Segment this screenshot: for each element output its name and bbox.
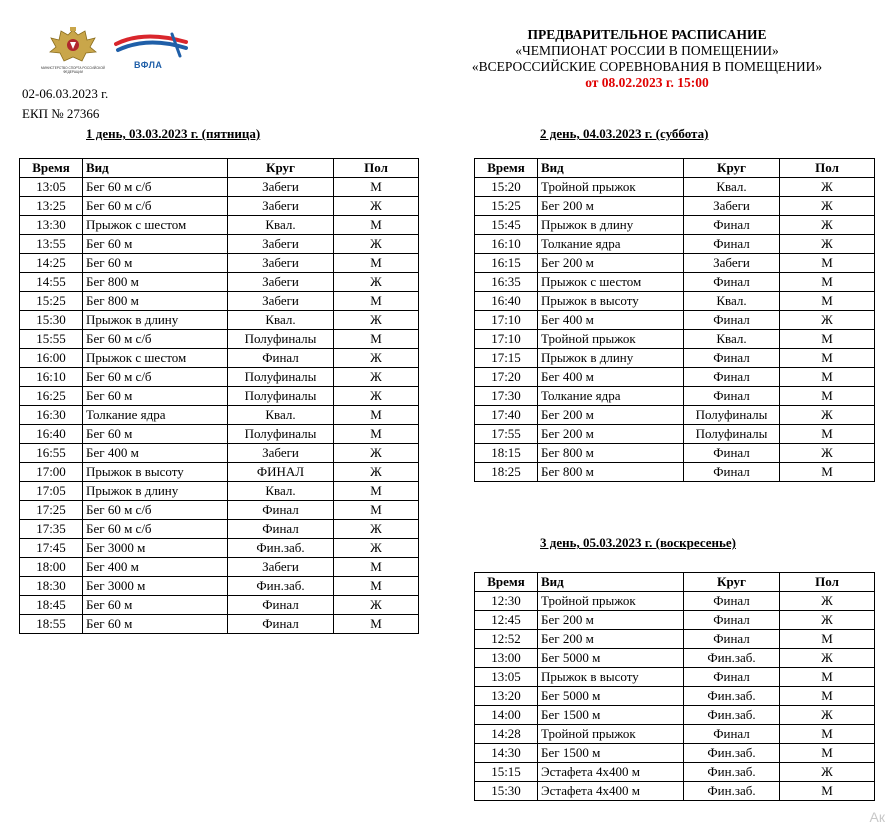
table-row [20, 330, 419, 349]
round-cell: Забеги [228, 558, 334, 577]
event-cell: Тройной прыжок [538, 592, 684, 611]
table-row [475, 649, 875, 668]
event-cell: Бег 3000 м [83, 577, 228, 596]
schedule-title: ПРЕДВАРИТЕЛЬНОЕ РАСПИСАНИЕ [527, 27, 767, 42]
event-cell: Тройной прыжок [538, 725, 684, 744]
event-cell: Прыжок в длину [83, 482, 228, 501]
gender-cell: М [334, 501, 419, 520]
round-cell: Квал. [228, 216, 334, 235]
table-row [20, 406, 419, 425]
table-row [20, 520, 419, 539]
gender-cell: Ж [780, 649, 875, 668]
table-row [20, 425, 419, 444]
gender-cell: М [780, 387, 875, 406]
gender-cell: Ж [780, 216, 875, 235]
event-cell: Бег 200 м [538, 611, 684, 630]
round-cell: Финал [228, 520, 334, 539]
table-row [475, 706, 875, 725]
time-cell: 13:30 [20, 216, 83, 235]
event-cell: Толкание ядра [83, 406, 228, 425]
gender-cell: М [780, 725, 875, 744]
gender-cell: М [780, 292, 875, 311]
time-cell: 13:25 [20, 197, 83, 216]
gender-cell: М [780, 273, 875, 292]
round-cell: Забеги [228, 292, 334, 311]
table-row [475, 406, 875, 425]
time-cell: 14:55 [20, 273, 83, 292]
round-cell: Квал. [228, 482, 334, 501]
time-cell: 16:40 [475, 292, 538, 311]
round-cell: Забеги [684, 197, 780, 216]
table-row [475, 687, 875, 706]
table-row [475, 744, 875, 763]
round-cell: Финал [684, 463, 780, 482]
table-row [20, 197, 419, 216]
event-cell: Тройной прыжок [538, 178, 684, 197]
table-row [475, 197, 875, 216]
table-row [20, 501, 419, 520]
event-cell: Бег 400 м [83, 558, 228, 577]
time-cell: 15:30 [475, 782, 538, 801]
column-header-time: Время [475, 159, 538, 178]
gender-cell: М [334, 558, 419, 577]
time-cell: 18:00 [20, 558, 83, 577]
round-cell: Квал. [228, 406, 334, 425]
round-cell: Фин.заб. [684, 687, 780, 706]
round-cell: Фин.заб. [228, 539, 334, 558]
event-cell: Бег 200 м [538, 197, 684, 216]
event-cell: Бег 1500 м [538, 706, 684, 725]
time-cell: 18:45 [20, 596, 83, 615]
time-cell: 17:00 [20, 463, 83, 482]
gender-cell: Ж [780, 763, 875, 782]
gender-cell: Ж [334, 444, 419, 463]
column-header-time: Время [20, 159, 83, 178]
gender-cell: М [334, 406, 419, 425]
gender-cell: Ж [334, 463, 419, 482]
table-row [475, 425, 875, 444]
round-cell: Забеги [228, 197, 334, 216]
gender-cell: М [334, 482, 419, 501]
round-cell: Финал [228, 596, 334, 615]
time-cell: 17:55 [475, 425, 538, 444]
gender-cell: Ж [334, 349, 419, 368]
column-header-round: Круг [684, 573, 780, 592]
day1-schedule-table [19, 158, 419, 634]
event-cell: Бег 800 м [538, 444, 684, 463]
time-cell: 16:15 [475, 254, 538, 273]
time-cell: 12:45 [475, 611, 538, 630]
day3-title: 3 день, 05.03.2023 г. (воскресенье) [540, 535, 736, 550]
event-cell: Бег 60 м с/б [83, 330, 228, 349]
event-cell: Бег 60 м с/б [83, 368, 228, 387]
time-cell: 16:55 [20, 444, 83, 463]
table-row [20, 463, 419, 482]
table-row [20, 596, 419, 615]
gender-cell: М [780, 368, 875, 387]
event-cell: Тройной прыжок [538, 330, 684, 349]
ekp-number: ЕКП № 27366 [22, 106, 100, 121]
gender-cell: М [334, 292, 419, 311]
time-cell: 15:15 [475, 763, 538, 782]
gender-cell: Ж [780, 611, 875, 630]
table-row [475, 311, 875, 330]
gender-cell: М [334, 330, 419, 349]
day1-title: 1 день, 03.03.2023 г. (пятница) [86, 126, 261, 141]
event-cell: Бег 60 м [83, 615, 228, 634]
gender-cell: Ж [334, 235, 419, 254]
gender-cell: М [780, 463, 875, 482]
event-dates: 02-06.03.2023 г. [22, 86, 109, 101]
round-cell: Забеги [228, 273, 334, 292]
table-row [475, 592, 875, 611]
time-cell: 15:55 [20, 330, 83, 349]
table-row [20, 216, 419, 235]
event-cell: Бег 400 м [538, 311, 684, 330]
gender-cell: М [334, 178, 419, 197]
page-title [440, 27, 854, 91]
event-cell: Бег 800 м [83, 292, 228, 311]
table-row [20, 292, 419, 311]
table-row [475, 387, 875, 406]
table-row [475, 463, 875, 482]
round-cell: Полуфиналы [684, 406, 780, 425]
event-cell: Прыжок с шестом [538, 273, 684, 292]
time-cell: 13:55 [20, 235, 83, 254]
time-cell: 14:28 [475, 725, 538, 744]
round-cell: Фин.заб. [684, 706, 780, 725]
round-cell: Полуфиналы [228, 368, 334, 387]
table-row [475, 330, 875, 349]
table-row [475, 611, 875, 630]
event-cell: Бег 60 м [83, 425, 228, 444]
round-cell: Финал [228, 501, 334, 520]
round-cell: Забеги [684, 254, 780, 273]
gender-cell: Ж [780, 444, 875, 463]
round-cell: Финал [228, 349, 334, 368]
time-cell: 15:45 [475, 216, 538, 235]
runner-swoosh-icon [114, 30, 190, 60]
time-cell: 12:30 [475, 592, 538, 611]
championship-name: «ЧЕМПИОНАТ РОССИИ В ПОМЕЩЕНИИ» [515, 43, 779, 58]
event-cell: Прыжок с шестом [83, 349, 228, 368]
gender-cell: Ж [334, 596, 419, 615]
event-cell: Бег 60 м [83, 387, 228, 406]
event-cell: Прыжок в длину [83, 311, 228, 330]
column-header-gender: Пол [780, 573, 875, 592]
table-row [20, 482, 419, 501]
round-cell: Забеги [228, 178, 334, 197]
table-row [475, 178, 875, 197]
event-cell: Толкание ядра [538, 235, 684, 254]
event-cell: Бег 200 м [538, 406, 684, 425]
round-cell: Финал [684, 592, 780, 611]
time-cell: 16:25 [20, 387, 83, 406]
table-row [20, 615, 419, 634]
time-cell: 16:40 [20, 425, 83, 444]
table-row [475, 254, 875, 273]
ministry-logo [40, 26, 106, 78]
event-cell: Бег 60 м с/б [83, 520, 228, 539]
time-cell: 16:10 [475, 235, 538, 254]
event-cell: Бег 400 м [83, 444, 228, 463]
table-row [20, 558, 419, 577]
gender-cell: М [334, 615, 419, 634]
time-cell: 17:30 [475, 387, 538, 406]
round-cell: Квал. [228, 311, 334, 330]
time-cell: 15:25 [20, 292, 83, 311]
event-cell: Бег 60 м [83, 235, 228, 254]
round-cell: Квал. [684, 178, 780, 197]
table-row [475, 630, 875, 649]
event-cell: Прыжок в высоту [83, 463, 228, 482]
table-row [20, 349, 419, 368]
event-cell: Бег 3000 м [83, 539, 228, 558]
ministry-caption: МИНИСТЕРСТВО СПОРТА РОССИЙСКОЙ ФЕДЕРАЦИИ [41, 66, 105, 74]
event-cell: Прыжок в длину [538, 216, 684, 235]
table-row [20, 444, 419, 463]
time-cell: 18:25 [475, 463, 538, 482]
time-cell: 13:05 [20, 178, 83, 197]
time-cell: 15:20 [475, 178, 538, 197]
column-header-gender: Пол [334, 159, 419, 178]
event-cell: Бег 60 м с/б [83, 197, 228, 216]
table-row [475, 292, 875, 311]
table-header-row [20, 159, 419, 178]
event-cell: Прыжок в длину [538, 349, 684, 368]
round-cell: Фин.заб. [684, 744, 780, 763]
day2-schedule-table [474, 158, 875, 482]
table-row [20, 254, 419, 273]
gender-cell: М [780, 668, 875, 687]
vfla-logo [114, 30, 190, 74]
gender-cell: Ж [334, 539, 419, 558]
column-header-event: Вид [538, 573, 684, 592]
time-cell: 14:30 [475, 744, 538, 763]
day2-title: 2 день, 04.03.2023 г. (суббота) [540, 126, 709, 141]
table-row [475, 349, 875, 368]
table-header-row [475, 573, 875, 592]
table-row [475, 725, 875, 744]
event-cell: Бег 200 м [538, 425, 684, 444]
time-cell: 17:10 [475, 330, 538, 349]
event-cell: Бег 800 м [538, 463, 684, 482]
gender-cell: М [780, 254, 875, 273]
time-cell: 14:00 [475, 706, 538, 725]
table-row [20, 387, 419, 406]
time-cell: 17:40 [475, 406, 538, 425]
gender-cell: Ж [780, 235, 875, 254]
event-cell: Бег 60 м [83, 596, 228, 615]
time-cell: 17:25 [20, 501, 83, 520]
round-cell: Фин.заб. [684, 782, 780, 801]
gender-cell: Ж [334, 368, 419, 387]
gender-cell: М [334, 254, 419, 273]
time-cell: 14:25 [20, 254, 83, 273]
gender-cell: М [780, 425, 875, 444]
gender-cell: Ж [780, 406, 875, 425]
time-cell: 16:35 [475, 273, 538, 292]
round-cell: Финал [684, 668, 780, 687]
gender-cell: Ж [780, 178, 875, 197]
round-cell: Финал [684, 611, 780, 630]
gender-cell: М [334, 216, 419, 235]
table-row [475, 368, 875, 387]
round-cell: Квал. [684, 292, 780, 311]
round-cell: Забеги [228, 254, 334, 273]
day3-schedule-table [474, 572, 875, 801]
round-cell: Квал. [684, 330, 780, 349]
schedule-date: от 08.02.2023 г. 15:00 [585, 75, 709, 90]
time-cell: 17:10 [475, 311, 538, 330]
round-cell: Фин.заб. [684, 763, 780, 782]
gender-cell: Ж [334, 273, 419, 292]
competition-name: «ВСЕРОССИЙСКИЕ СОРЕВНОВАНИЯ В ПОМЕЩЕНИИ» [471, 59, 823, 74]
time-cell: 17:20 [475, 368, 538, 387]
time-cell: 18:30 [20, 577, 83, 596]
column-header-event: Вид [83, 159, 228, 178]
column-header-round: Круг [228, 159, 334, 178]
round-cell: Финал [684, 311, 780, 330]
column-header-round: Круг [684, 159, 780, 178]
table-row [20, 539, 419, 558]
event-cell: Бег 400 м [538, 368, 684, 387]
gender-cell: Ж [780, 311, 875, 330]
gender-cell: М [780, 630, 875, 649]
round-cell: Забеги [228, 444, 334, 463]
round-cell: Полуфиналы [228, 425, 334, 444]
eagle-emblem-icon [40, 26, 106, 66]
column-header-event: Вид [538, 159, 684, 178]
round-cell: Финал [684, 444, 780, 463]
gender-cell: Ж [780, 592, 875, 611]
round-cell: Финал [684, 216, 780, 235]
table-row [475, 273, 875, 292]
round-cell: Финал [228, 615, 334, 634]
time-cell: 17:35 [20, 520, 83, 539]
round-cell: Финал [684, 368, 780, 387]
time-cell: 13:05 [475, 668, 538, 687]
event-cell: Прыжок в высоту [538, 292, 684, 311]
event-cell: Эстафета 4х400 м [538, 782, 684, 801]
table-row [20, 273, 419, 292]
time-cell: 17:45 [20, 539, 83, 558]
time-cell: 17:15 [475, 349, 538, 368]
time-cell: 16:10 [20, 368, 83, 387]
round-cell: ФИНАЛ [228, 463, 334, 482]
round-cell: Финал [684, 630, 780, 649]
time-cell: 17:05 [20, 482, 83, 501]
round-cell: Полуфиналы [684, 425, 780, 444]
round-cell: Финал [684, 387, 780, 406]
table-row [475, 235, 875, 254]
round-cell: Финал [684, 725, 780, 744]
gender-cell: Ж [334, 197, 419, 216]
table-row [20, 368, 419, 387]
time-cell: 12:52 [475, 630, 538, 649]
event-cell: Эстафета 4х400 м [538, 763, 684, 782]
round-cell: Забеги [228, 235, 334, 254]
event-cell: Бег 60 м с/б [83, 178, 228, 197]
table-row [475, 782, 875, 801]
time-cell: 13:20 [475, 687, 538, 706]
round-cell: Полуфиналы [228, 387, 334, 406]
time-cell: 18:55 [20, 615, 83, 634]
gender-cell: М [334, 577, 419, 596]
event-cell: Прыжок с шестом [83, 216, 228, 235]
vfla-label: ВФЛА [134, 60, 163, 70]
gender-cell: М [780, 687, 875, 706]
column-header-gender: Пол [780, 159, 875, 178]
gender-cell: Ж [334, 520, 419, 539]
round-cell: Финал [684, 273, 780, 292]
time-cell: 16:30 [20, 406, 83, 425]
table-row [475, 668, 875, 687]
event-cell: Бег 5000 м [538, 649, 684, 668]
table-row [20, 178, 419, 197]
gender-cell: Ж [780, 197, 875, 216]
round-cell: Фин.заб. [228, 577, 334, 596]
table-row [475, 763, 875, 782]
gender-cell: Ж [334, 311, 419, 330]
gender-cell: М [780, 744, 875, 763]
table-row [20, 311, 419, 330]
gender-cell: М [780, 349, 875, 368]
gender-cell: Ж [780, 706, 875, 725]
event-cell: Бег 60 м [83, 254, 228, 273]
gender-cell: М [334, 425, 419, 444]
event-cell: Прыжок в высоту [538, 668, 684, 687]
table-row [475, 444, 875, 463]
event-cell: Бег 1500 м [538, 744, 684, 763]
gender-cell: М [780, 330, 875, 349]
time-cell: 16:00 [20, 349, 83, 368]
event-cell: Бег 60 м с/б [83, 501, 228, 520]
event-cell: Бег 200 м [538, 630, 684, 649]
table-header-row [475, 159, 875, 178]
time-cell: 15:25 [475, 197, 538, 216]
round-cell: Фин.заб. [684, 649, 780, 668]
column-header-time: Время [475, 573, 538, 592]
table-row [20, 235, 419, 254]
round-cell: Финал [684, 235, 780, 254]
corner-watermark: Ак [869, 809, 885, 825]
event-cell: Бег 200 м [538, 254, 684, 273]
time-cell: 13:00 [475, 649, 538, 668]
event-cell: Бег 5000 м [538, 687, 684, 706]
event-cell: Бег 800 м [83, 273, 228, 292]
table-row [20, 577, 419, 596]
round-cell: Финал [684, 349, 780, 368]
gender-cell: М [780, 782, 875, 801]
event-cell: Толкание ядра [538, 387, 684, 406]
table-row [475, 216, 875, 235]
time-cell: 18:15 [475, 444, 538, 463]
gender-cell: Ж [334, 387, 419, 406]
round-cell: Полуфиналы [228, 330, 334, 349]
time-cell: 15:30 [20, 311, 83, 330]
